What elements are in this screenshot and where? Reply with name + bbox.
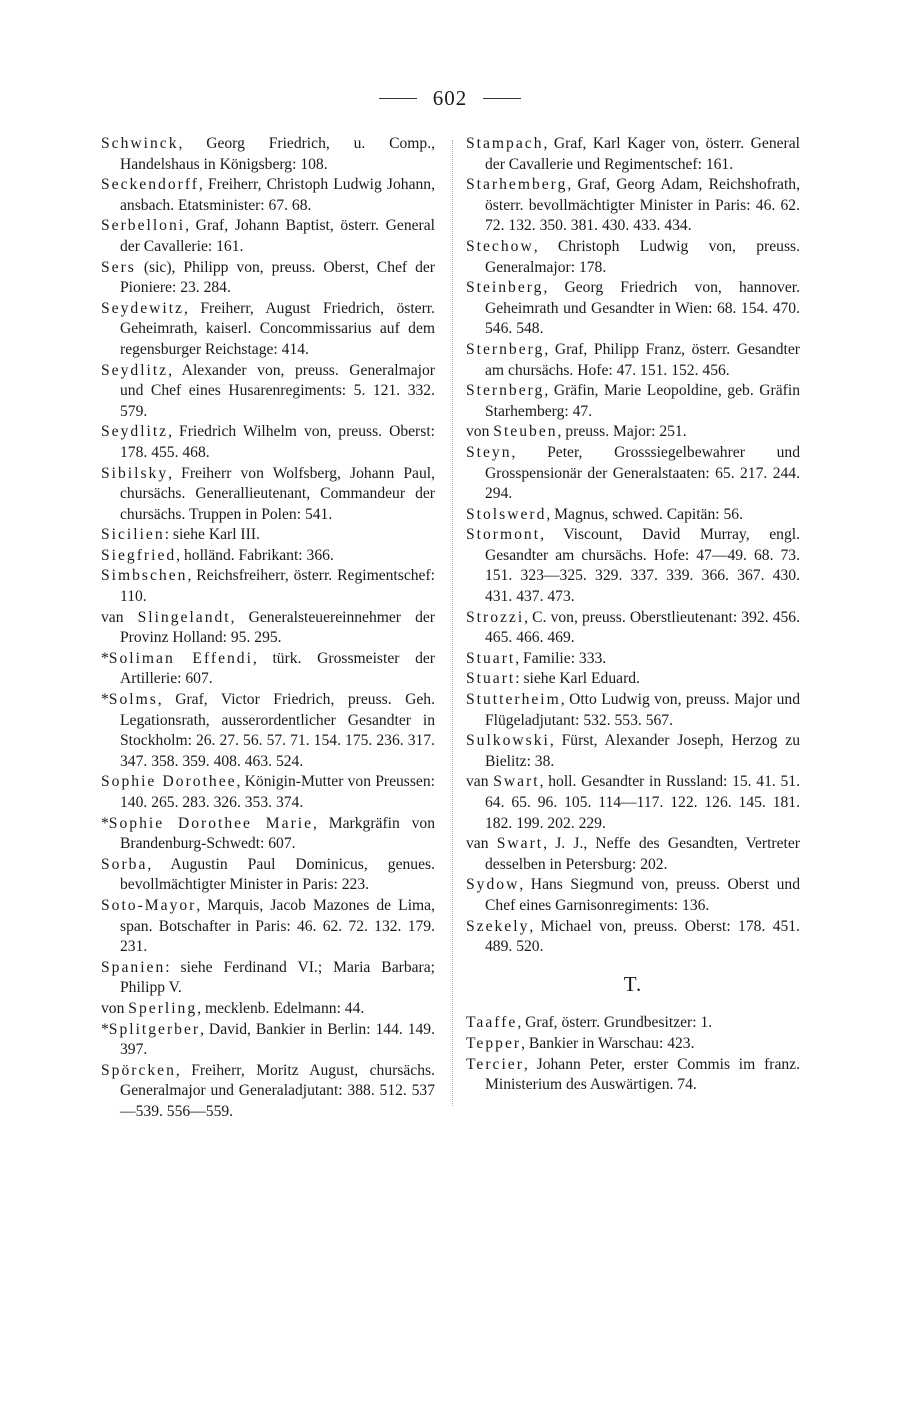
entry-headword: Sibilsky (101, 464, 169, 482)
entry-text: , Marquis, Jacob Mazones de Lima, span. Botschafter in Paris: 46. 62. 72. 132. 179. 231. (120, 896, 435, 956)
index-entry (466, 608, 800, 649)
index-entry (466, 443, 800, 505)
section-s-continued (466, 134, 800, 958)
entry-headword: Soliman Effendi (108, 649, 253, 667)
entry-text: , preuss. Major: 251. (557, 423, 687, 441)
entry-headword: Splitgerber (108, 1020, 201, 1038)
index-entry (466, 1055, 800, 1096)
entry-prefix: * (101, 691, 109, 709)
entry-headword: Tepper (466, 1034, 522, 1052)
index-entry (101, 134, 435, 175)
entry-text: , Georg Friedrich von, hannover. Geheimrath und Gesandter in Wien: 68. 154. 470. 546. 548. (485, 279, 800, 338)
index-entry (101, 1061, 435, 1123)
index-entry (466, 690, 800, 731)
index-entry (101, 896, 435, 958)
entry-text: , Friedrich Wilhelm von, preuss. Oberst: 178. 455. 468. (120, 423, 435, 461)
entry-headword: Szekely (466, 917, 530, 935)
index-column-left (101, 134, 435, 1123)
page-header (0, 86, 900, 111)
index-entry (466, 525, 800, 607)
entry-text: , Gräfin, Marie Leopoldine, geb. Gräfin Starhemberg: 47. (485, 382, 800, 420)
entry-headword: Sers (101, 258, 136, 276)
index-entry (466, 875, 800, 916)
entry-text: , Graf, Karl Kager von, österr. General der Cavallerie und Regimentschef: 161. (485, 135, 800, 173)
entry-prefix: von (466, 423, 494, 441)
entry-text: , Graf, Victor Friedrich, preuss. Geh. Legationsrath, ausserordentlicher Gesandter in Stockholm: 26. 27. 56. 57. 71. 154. 175. 236. 317. 347. 358. 359. 408. 463. 524. (120, 691, 435, 770)
entry-text: , David, Bankier in Berlin: 144. 149. 397. (120, 1020, 435, 1059)
index-entry (466, 381, 800, 422)
index-entry (101, 772, 435, 813)
index-entry (101, 525, 435, 546)
entry-prefix: * (101, 814, 109, 832)
entry-headword: Siegfried (101, 546, 177, 564)
index-entry (101, 958, 435, 999)
entry-headword: Sulkowski (466, 732, 550, 750)
page-number: 602 (432, 86, 468, 110)
entry-headword: Strozzi (466, 608, 525, 626)
entry-text: , holl. Gesandter in Russland: 15. 41. 51. 64. 65. 96. 105. 114—117. 122. 126. 145. 181. 182. 199. 202. 229. (485, 773, 800, 832)
entry-text: , Bankier in Warschau: 423. (521, 1034, 695, 1052)
entry-prefix: * (101, 649, 109, 667)
entry-headword: Slingelandt (137, 608, 231, 626)
entry-text: , Graf, Johann Baptist, österr. General der Cavallerie: 161. (120, 217, 435, 255)
index-entry (101, 855, 435, 896)
index-entry (466, 1013, 800, 1034)
entry-headword: Steuben (493, 423, 558, 441)
entry-headword: Stechow (466, 237, 534, 255)
entry-headword: Stutterheim (466, 691, 561, 709)
index-entry (101, 546, 435, 567)
entry-text: , Graf, österr. Grundbesitzer: 1. (517, 1014, 713, 1032)
entry-text: , Graf, Philipp Franz, österr. Gesandter am chursächs. Hofe: 47. 151. 152. 456. (485, 340, 800, 379)
entry-prefix: van (466, 773, 494, 791)
section-letter-heading: T. (623, 971, 643, 996)
entry-headword: Swart (493, 773, 540, 791)
entry-prefix: van (101, 608, 138, 626)
entry-headword: Simbschen (101, 567, 188, 585)
index-entry (466, 175, 800, 237)
entry-headword: Seydewitz (101, 299, 184, 317)
entry-headword: Solms (108, 691, 158, 709)
entry-headword: Swart (496, 835, 544, 853)
entry-text: , Fürst, Alexander Joseph, Herzog zu Bielitz: 38. (485, 732, 800, 770)
index-entry (466, 1034, 800, 1055)
entry-headword: Sternberg (466, 340, 545, 358)
index-entry (101, 814, 435, 855)
entry-text: , Freiherr von Wolfsberg, Johann Paul, chursächs. Generallieutenant, Commandeur der chursächs. Truppen in Polen: 541. (120, 464, 435, 523)
entry-headword: Serbelloni (101, 217, 186, 235)
index-entry (101, 608, 435, 649)
entry-text: , Königin-Mutter von Preussen: 140. 265. 283. 326. 353. 374. (120, 773, 435, 811)
index-entry (101, 175, 435, 216)
index-entry (101, 361, 435, 423)
entry-headword: Sicilien (101, 526, 165, 544)
entry-headword: Steinberg (466, 279, 544, 297)
entry-text: , Otto Ludwig von, preuss. Major und Flügeladjutant: 532. 553. 567. (485, 691, 800, 729)
column-divider (452, 140, 453, 1106)
entry-headword: Seydlitz (101, 361, 169, 379)
entry-headword: Stuart (466, 649, 516, 667)
index-entry (466, 649, 800, 670)
entry-text: , Graf, Georg Adam, Reichshofrath, österr. bevollmächtigter Minister in Paris: 46. 62. 72. 132. 350. 381. 430. 433. 434. (485, 176, 800, 235)
entry-text: , Hans Siegmund von, preuss. Oberst und Chef eines Garnisonregiments: 136. (485, 876, 800, 914)
index-entry (466, 505, 800, 526)
entry-text: , Christoph Ludwig von, preuss. Generalmajor: 178. (485, 237, 800, 276)
index-entry (466, 422, 800, 443)
index-entry (466, 834, 800, 875)
entry-headword: Soto-Mayor (101, 896, 197, 914)
entry-text: , C. von, preuss. Oberstlieutenant: 392. 456. 465. 466. 469. (485, 608, 800, 647)
index-entry (466, 278, 800, 340)
index-entry (466, 917, 800, 958)
index-entry (101, 464, 435, 526)
index-entry (466, 669, 800, 690)
entry-headword: Seydlitz (101, 423, 169, 441)
entry-headword: Schwinck (101, 135, 179, 152)
entry-headword: Stolswerd (466, 505, 547, 523)
entry-prefix: van (466, 835, 497, 853)
entry-headword: Taaffe (466, 1014, 518, 1032)
entry-text: , Georg Friedrich, u. Comp., Handelshaus in Königsberg: 108. (120, 135, 435, 173)
entry-text: , Michael von, preuss. Oberst: 178. 451. 489. 520. (485, 917, 800, 956)
entry-headword: Spanien (101, 958, 166, 976)
entry-text: , Freiherr, Moritz August, chursächs. Generalmajor und Generaladjutant: 388. 512. 537—539. 556—559. (120, 1061, 435, 1120)
index-entry (101, 1020, 435, 1061)
entry-text: , Viscount, David Murray, engl. Gesandter am chursächs. Hofe: 47—49. 68. 73. 151. 323—325. 329. 337. 339. 366. 367. 430. 431. 437. 473. (485, 526, 800, 606)
entry-text: , Peter, Grosssiegelbewahrer und Grosspensionär der Generalstaaten: 65. 217. 244. 294. (485, 443, 800, 503)
index-entry (101, 216, 435, 257)
index-entry (101, 258, 435, 299)
index-entry (101, 690, 435, 772)
entry-headword: Starhemberg (466, 176, 568, 194)
entry-headword: Sophie Dorothee Marie (108, 814, 314, 832)
entry-headword: Stormont (466, 526, 541, 544)
entry-headword: Stuart (466, 670, 516, 688)
entry-text: , Johann Peter, erster Commis im franz. Ministerium des Auswärtigen. 74. (485, 1055, 800, 1094)
entry-prefix: von (101, 999, 129, 1017)
entry-headword: Sophie Dorothee (101, 773, 237, 791)
entry-text: , J. J., Neffe des Gesandten, Vertreter desselben in Petersburg: 202. (485, 835, 800, 873)
index-entry (101, 649, 435, 690)
entry-text: , Alexander von, preuss. Generalmajor und Chef eines Husarenregiments: 5. 121. 332. 579. (120, 361, 435, 420)
entry-text: , mecklenb. Edelmann: 44. (197, 999, 365, 1017)
index-entry (101, 422, 435, 463)
entry-text: , Reichsfreiherr, österr. Regimentschef: 110. (120, 567, 435, 606)
entry-headword: Sorba (101, 855, 148, 873)
entry-prefix: * (101, 1020, 109, 1038)
entry-text: (sic), Philipp von, preuss. Oberst, Chef der Pioniere: 23. 284. (120, 258, 435, 297)
index-entry (466, 772, 800, 834)
entry-headword: Tercier (466, 1055, 524, 1073)
index-entry (466, 340, 800, 381)
index-entry (466, 731, 800, 772)
entry-headword: Seckendorff (101, 176, 199, 194)
entry-headword: Steyn (466, 443, 512, 461)
index-entry (466, 237, 800, 278)
entry-headword: Sydow (466, 876, 520, 894)
entry-text: , Magnus, schwed. Capitän: 56. (546, 505, 744, 523)
entry-text: , Freiherr, August Friedrich, österr. Geheimrath, kaiserl. Concommissarius auf dem regensburger Reichstage: 414. (120, 299, 435, 358)
entry-headword: Sperling (128, 999, 198, 1017)
entry-headword: Stampach (466, 135, 544, 152)
entry-text: : siehe Karl Eduard. (515, 670, 640, 688)
index-entry (101, 999, 435, 1020)
entry-text: , türk. Grossmeister der Artillerie: 607. (120, 649, 436, 688)
entry-headword: Spörcken (101, 1061, 176, 1079)
entry-text: , Markgräfin von Brandenburg-Schwedt: 607. (120, 814, 435, 853)
header-rule-right (483, 98, 521, 99)
entry-text: , Freiherr, Christoph Ludwig Johann, ansbach. Etatsminister: 67. 68. (120, 176, 435, 214)
entry-text: , Augustin Paul Dominicus, genues. bevollmächtigter Minister in Paris: 223. (120, 855, 435, 894)
entry-text: , holländ. Fabrikant: 366. (176, 546, 334, 564)
entry-text: : siehe Ferdinand VI.; Maria Barbara; Philipp V. (120, 958, 435, 997)
entry-headword: Sternberg (466, 382, 545, 400)
entry-text: , Familie: 333. (515, 649, 607, 667)
index-entry (466, 134, 800, 175)
entry-text: , Generalsteuereinnehmer der Provinz Holland: 95. 295. (120, 608, 435, 647)
section-t (466, 1013, 800, 1095)
header-rule-left (379, 98, 417, 99)
index-entry (101, 299, 435, 361)
index-column-right (466, 134, 800, 1096)
entry-text: : siehe Karl III. (164, 526, 260, 544)
index-entry (101, 566, 435, 607)
